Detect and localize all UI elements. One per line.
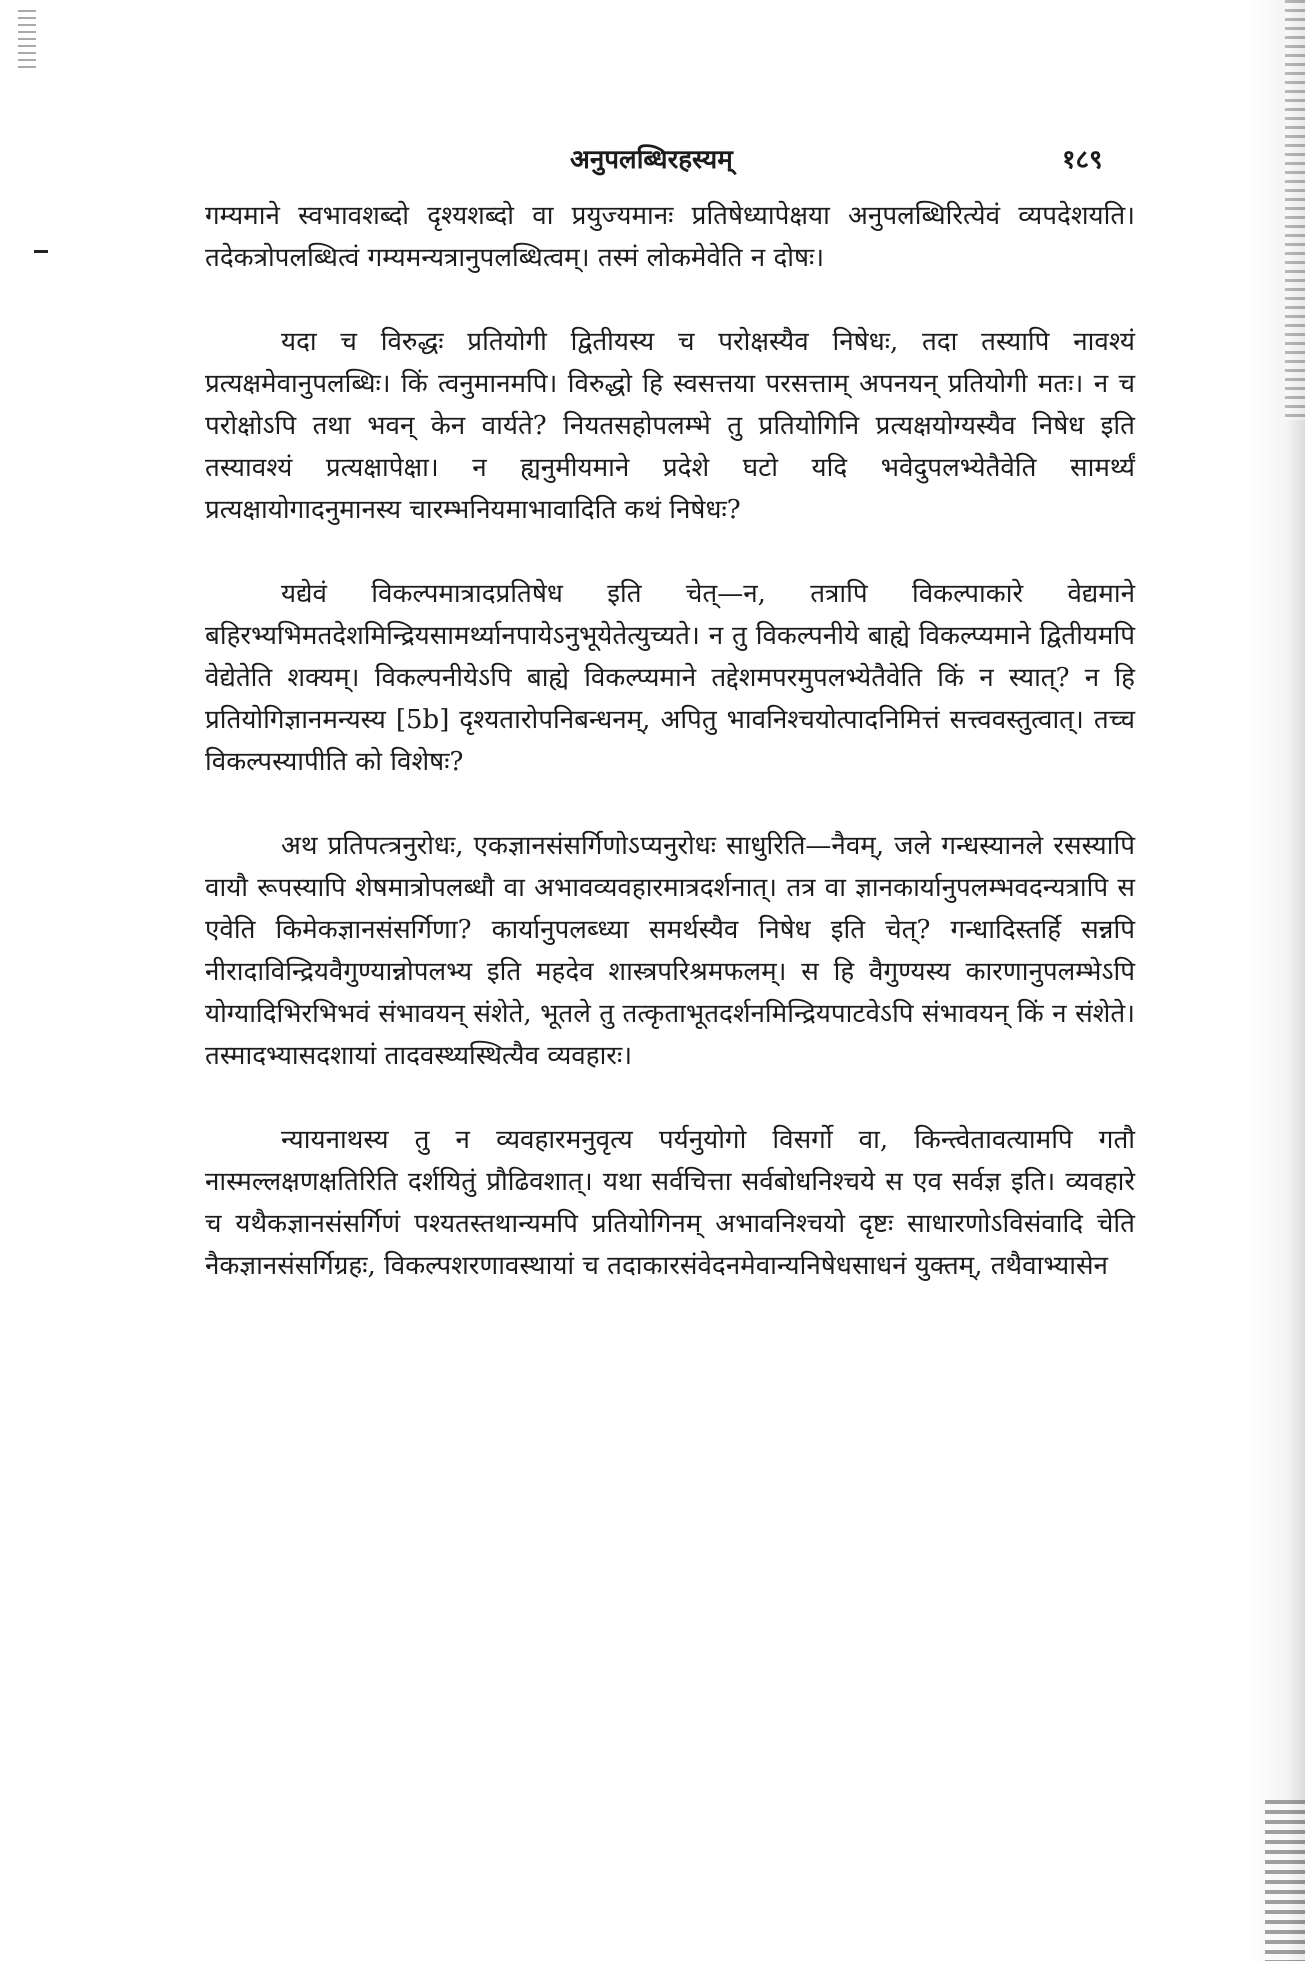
scan-edge-noise-bottom bbox=[1265, 1800, 1305, 1961]
body-text bbox=[205, 195, 1135, 1329]
paragraph-1: गम्यमाने स्वभावशब्दो दृश्यशब्दो वा प्रयुज्यमानः प्रतिषेध्यापेक्षया अनुपलब्धिरित्येवं व्यपदेशयति। तदेकत्रोपलब्धित्वं गम्यमन्यत्रानुपलब्धित्वम्। तस्मं लोकमेवेति न दोषः। bbox=[205, 201, 1135, 273]
margin-dash-mark bbox=[34, 250, 48, 253]
scan-corner-speckle bbox=[18, 10, 36, 70]
page-number: १८९ bbox=[1062, 145, 1103, 175]
scan-edge-noise-top bbox=[1285, 0, 1305, 420]
paragraph-3: यद्येवं विकल्पमात्रादप्रतिषेध इति चेत्—न, तत्रापि विकल्पाकारे वेद्यमाने बहिरभ्यभिमतदेशमिन्द्रियसामर्थ्यानपायेऽनुभूयेतेत्युच्यते। न तु विकल्पनीये बाह्ये विकल्प्यमाने द्वितीयमपि वेद्येतेति शक्यम्। विकल्पनीयेऽपि बाह्ये विकल्प्यमाने तद्देशमपरमुपलभ्येतैवेति किं न स्यात्? न हि प्रतियोगिज्ञानमन्यस्य [5b] दृश्यतारोपनिबन्धनम्, अपितु भावनिश्चयोत्पादनिमित्तं सत्त्ववस्तुत्वात्। तच्च विकल्पस्यापीति को विशेषः? bbox=[205, 579, 1135, 777]
paragraph-5: न्यायनाथस्य तु न व्यवहारमनुवृत्य पर्यनुयोगो विसर्गो वा, किन्त्वेतावत्यामपि गतौ नास्मल्लक्षणक्षतिरिति दर्शयितुं प्रौढिवशात्। यथा सर्वचित्ता सर्वबोधनिश्चये स एव सर्वज्ञ इति। व्यवहारे च यथैकज्ञानसंसर्गिणं पश्यतस्तथान्यमपि प्रतियोगिनम् अभावनिश्चयो दृष्टः साधारणोऽविसंवादि चेति नैकज्ञानसंसर्गिग्रहः, विकल्पशरणावस्थायां च तदाकारसंवेदनमेवान्यनिषेधसाधनं युक्तम्, तथैवाभ्यासेन bbox=[205, 1125, 1135, 1281]
page-header bbox=[0, 140, 1305, 180]
running-title: अनुपलब्धिरहस्यम् bbox=[570, 145, 733, 175]
paragraph-2: यदा च विरुद्धः प्रतियोगी द्वितीयस्य च परोक्षस्यैव निषेधः, तदा तस्यापि नावश्यं प्रत्यक्षमेवानुपलब्धिः। किं त्वनुमानमपि। विरुद्धो हि स्वसत्तया परसत्ताम् अपनयन् प्रतियोगी मतः। न च परोक्षोऽपि तथा भवन् केन वार्यते? नियतसहोपलम्भे तु प्रतियोगिनि प्रत्यक्षयोग्यस्यैव निषेध इति तस्यावश्यं प्रत्यक्षापेक्षा। न ह्यनुमीयमाने प्रदेशे घटो यदि भवेदुपलभ्येतैवेति सामर्थ्यं प्रत्यक्षायोगादनुमानस्य चारम्भनियमाभावादिति कथं निषेधः? bbox=[205, 327, 1135, 525]
paragraph-4: अथ प्रतिपत्त्रनुरोधः, एकज्ञानसंसर्गिणोऽप्यनुरोधः साधुरिति—नैवम्, जले गन्धस्यानले रसस्यापि वायौ रूपस्यापि शेषमात्रोपलब्धौ वा अभावव्यवहारमात्रदर्शनात्। तत्र वा ज्ञानकार्यानुपलम्भवदन्यत्रापि स एवेति किमेकज्ञानसंसर्गिणा? कार्यानुपलब्ध्या समर्थस्यैव निषेध इति चेत्? गन्धादिस्तर्हि सन्नपि नीरादाविन्द्रियवैगुण्यान्नोपलभ्य इति महदेव शास्त्रपरिश्रमफलम्। स हि वैगुण्यस्य कारणानुपलम्भेऽपि योग्यादिभिरभिभवं संभावयन् संशेते, भूतले तु तत्कृताभूतदर्शनमिन्द्रियपाटवेऽपि संभावयन् किं न संशेते। तस्मादभ्यासदशायां तादवस्थ्यस्थित्यैव व्यवहारः। bbox=[205, 831, 1135, 1071]
